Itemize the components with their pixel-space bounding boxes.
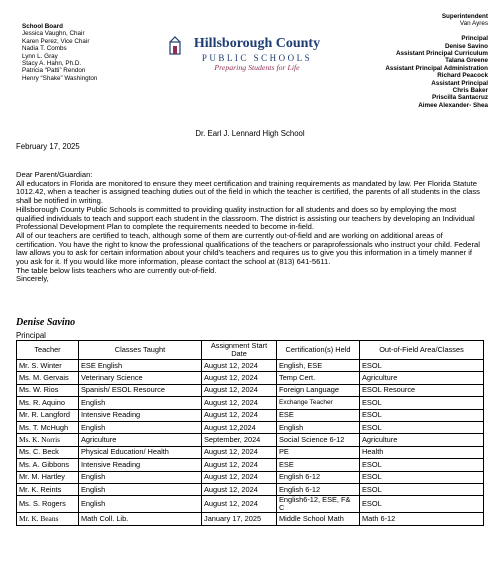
table-row xyxy=(17,421,484,433)
table-cell: ESE xyxy=(277,459,360,471)
staff-line: Assistant Principal xyxy=(431,79,488,87)
table-cell: August 12, 2024 xyxy=(202,384,277,396)
table-cell: Math Coll. Lib. xyxy=(79,513,202,525)
staff-line: Van Ayres xyxy=(459,20,488,28)
table-row xyxy=(17,446,484,458)
table-cell: Physical Education/ Health xyxy=(79,446,202,458)
board-member: Nadia T. Combs xyxy=(22,45,67,53)
table-cell: Intensive Reading xyxy=(79,459,202,471)
administration-list xyxy=(385,13,488,109)
board-member: Karen Perez, Vice Chair xyxy=(22,37,90,45)
staff-line: Richard Peacock xyxy=(437,72,488,80)
school-name: Dr. Earl J. Lennard High School xyxy=(195,129,305,138)
table-row xyxy=(17,496,484,513)
table-cell: ESOL xyxy=(360,409,484,421)
table-cell: September, 2024 xyxy=(202,434,277,446)
column-header: Out-of-Field Area/Classes xyxy=(360,341,484,360)
staff-line: Chris Baker xyxy=(452,87,488,95)
table-cell: Ms. W. Rios xyxy=(17,384,79,396)
column-header: Teacher xyxy=(17,341,79,360)
table-cell: ESOL xyxy=(360,360,484,372)
table-cell: August 12, 2024 xyxy=(202,397,277,409)
table-row xyxy=(17,513,484,525)
board-member: Stacy A. Hahn, Ph.D. xyxy=(22,60,82,68)
table-cell: English xyxy=(277,421,360,433)
table-cell: English xyxy=(79,496,202,513)
district-logo xyxy=(175,36,325,72)
column-header: Certification(s) Held xyxy=(277,341,360,360)
letter-paragraph: The table below lists teachers who are currently out-of-field. xyxy=(16,265,217,275)
table-cell: August 12, 2024 xyxy=(202,459,277,471)
table-cell: August 12, 2024 xyxy=(202,496,277,513)
table-cell: ESOL xyxy=(360,397,484,409)
table-cell: ESOL xyxy=(360,483,484,495)
staff-line: Principal xyxy=(461,35,488,43)
table-header-row xyxy=(17,341,484,360)
staff-line: Assistant Principal Administration xyxy=(385,64,488,72)
table-cell: Mr. S. Winter xyxy=(17,360,79,372)
table-cell: Ms. R. Aquino xyxy=(17,397,79,409)
table-cell: ESE xyxy=(277,409,360,421)
logo-line-1: Hillsborough County xyxy=(193,36,321,51)
table-cell: ESOL xyxy=(360,421,484,433)
school-board-heading: School Board xyxy=(22,23,63,30)
table-cell: January 17, 2025 xyxy=(202,513,277,525)
table-cell: English xyxy=(79,397,202,409)
table-cell: Mr. K. Reints xyxy=(17,483,79,495)
table-row xyxy=(17,409,484,421)
table-cell: August 12, 2024 xyxy=(202,409,277,421)
table-cell: English xyxy=(79,483,202,495)
staff-line xyxy=(385,28,488,35)
letter-paragraph: Hillsborough County Public Schools is committed to providing quality instruction for all students and does so by employing the most qualified individuals to teach and support each student in the classroom. The district is assisting our teachers by developing an Individual Professional Development Plan to complete the requirements needed to become in-field. xyxy=(16,204,475,232)
signature: Denise Savino xyxy=(16,317,76,328)
table-cell: Agriculture xyxy=(360,372,484,384)
table-cell: Mr. R. Langford xyxy=(17,409,79,421)
letter-body xyxy=(16,171,484,284)
table-cell: Foreign Language xyxy=(277,384,360,396)
table-cell: ESOL xyxy=(360,459,484,471)
table-cell: Ms. C. Beck xyxy=(17,446,79,458)
board-member: Jessica Vaughn, Chair xyxy=(22,30,85,38)
letter-paragraph: Sincerely, xyxy=(16,274,49,284)
table-cell: Middle School Math xyxy=(277,513,360,525)
staff-line: Assistant Principal Curriculum xyxy=(395,50,488,58)
table-cell: Ms. T. McHugh xyxy=(17,421,79,433)
table-cell: English, ESE xyxy=(277,360,360,372)
table-cell: English6-12, ESE, F& C xyxy=(277,496,360,513)
table-cell: ESOL xyxy=(360,496,484,513)
table-cell: Math 6-12 xyxy=(360,513,484,525)
logo-line-2: PUBLIC SCHOOLS xyxy=(201,53,313,63)
table-cell: Intensive Reading xyxy=(79,409,202,421)
table-row xyxy=(17,360,484,372)
table-cell: Spanish/ ESOL Resource xyxy=(79,384,202,396)
table-cell: August 12, 2024 xyxy=(202,360,277,372)
table-cell: Mr. K. Beans xyxy=(17,513,79,525)
letter-date: February 17, 2025 xyxy=(16,142,80,151)
letter-paragraph: Dear Parent/Guardian: xyxy=(16,170,93,179)
table-row xyxy=(17,483,484,495)
table-cell: ESOL Resource xyxy=(360,384,484,396)
board-member: Henry “Shake” Washington xyxy=(22,74,98,82)
table-row xyxy=(17,471,484,483)
table-cell: Temp Cert. xyxy=(277,372,360,384)
table-cell: English xyxy=(79,471,202,483)
board-member: Lynn L. Gray xyxy=(22,52,58,60)
table-cell: Ms. A. Gibbons xyxy=(17,459,79,471)
staff-line: Aimee Alexander- Shea xyxy=(418,101,488,109)
school-board-list xyxy=(22,23,97,82)
column-header: Classes Taught xyxy=(79,341,202,360)
table-cell: Exchange Teacher xyxy=(277,397,360,409)
table-row xyxy=(17,434,484,446)
signer-title: Principal xyxy=(16,331,46,340)
table-cell: August 12, 2024 xyxy=(202,372,277,384)
table-row xyxy=(17,384,484,396)
table-cell: English 6-12 xyxy=(277,471,360,483)
table-row xyxy=(17,372,484,384)
logo-tagline: Preparing Students for Life xyxy=(214,63,300,72)
table-cell: English 6-12 xyxy=(277,483,360,495)
table-cell: Agriculture xyxy=(360,434,484,446)
table-row xyxy=(17,397,484,409)
table-cell: ESOL xyxy=(360,471,484,483)
staff-line: Priscilla Santacruz xyxy=(432,94,488,102)
logo-mark-icon xyxy=(168,36,188,58)
table-cell: Ms. M. Gervais xyxy=(17,372,79,384)
table-cell: Mr. M. Hartley xyxy=(17,471,79,483)
table-cell: Agriculture xyxy=(79,434,202,446)
column-header: Assignment Start Date xyxy=(202,341,277,360)
letter-paragraph: All educators in Florida are monitored to ensure they meet certification and training requirements as mandated by law. Per Florida Statute 1012.42, when a teacher is assigned teaching duties out of the field in which the teacher is certified, the parents of all students in the class shall be notified in writing. xyxy=(16,178,480,206)
table-cell: English xyxy=(79,421,202,433)
table-row xyxy=(17,459,484,471)
table-cell: August 12, 2024 xyxy=(202,446,277,458)
staff-line: Denise Savino xyxy=(444,42,488,50)
letter-paragraph: All of our teachers are certified to teach, although some of them are currently out-of-field and are working on additional areas of certification. You have the right to know the professional qualifications of the teachers or paraprofessionals who instruct your child. Federal law allows you to ask for certain information about your child's teachers and requires us to give you this information in a timely manner if you ask for it. If you would like more information, please contact the school at (813) 641-5611. xyxy=(16,230,480,267)
table-cell: August 12,2024 xyxy=(202,421,277,433)
board-member: Patricia “Patti” Rendon xyxy=(22,67,86,75)
table-cell: Ms. K. Norris xyxy=(17,434,79,446)
table-cell: PE xyxy=(277,446,360,458)
table-cell: August 12, 2024 xyxy=(202,483,277,495)
table-cell: Social Science 6-12 xyxy=(277,434,360,446)
table-cell: ESE English xyxy=(79,360,202,372)
table-cell: Ms. S. Rogers xyxy=(17,496,79,513)
table-cell: August 12, 2024 xyxy=(202,471,277,483)
staff-line: Superintendent xyxy=(441,13,488,20)
table-cell: Veterinary Science xyxy=(79,372,202,384)
staff-line: Talana Greene xyxy=(445,57,488,65)
table-cell: Health xyxy=(360,446,484,458)
out-of-field-table xyxy=(16,340,484,526)
